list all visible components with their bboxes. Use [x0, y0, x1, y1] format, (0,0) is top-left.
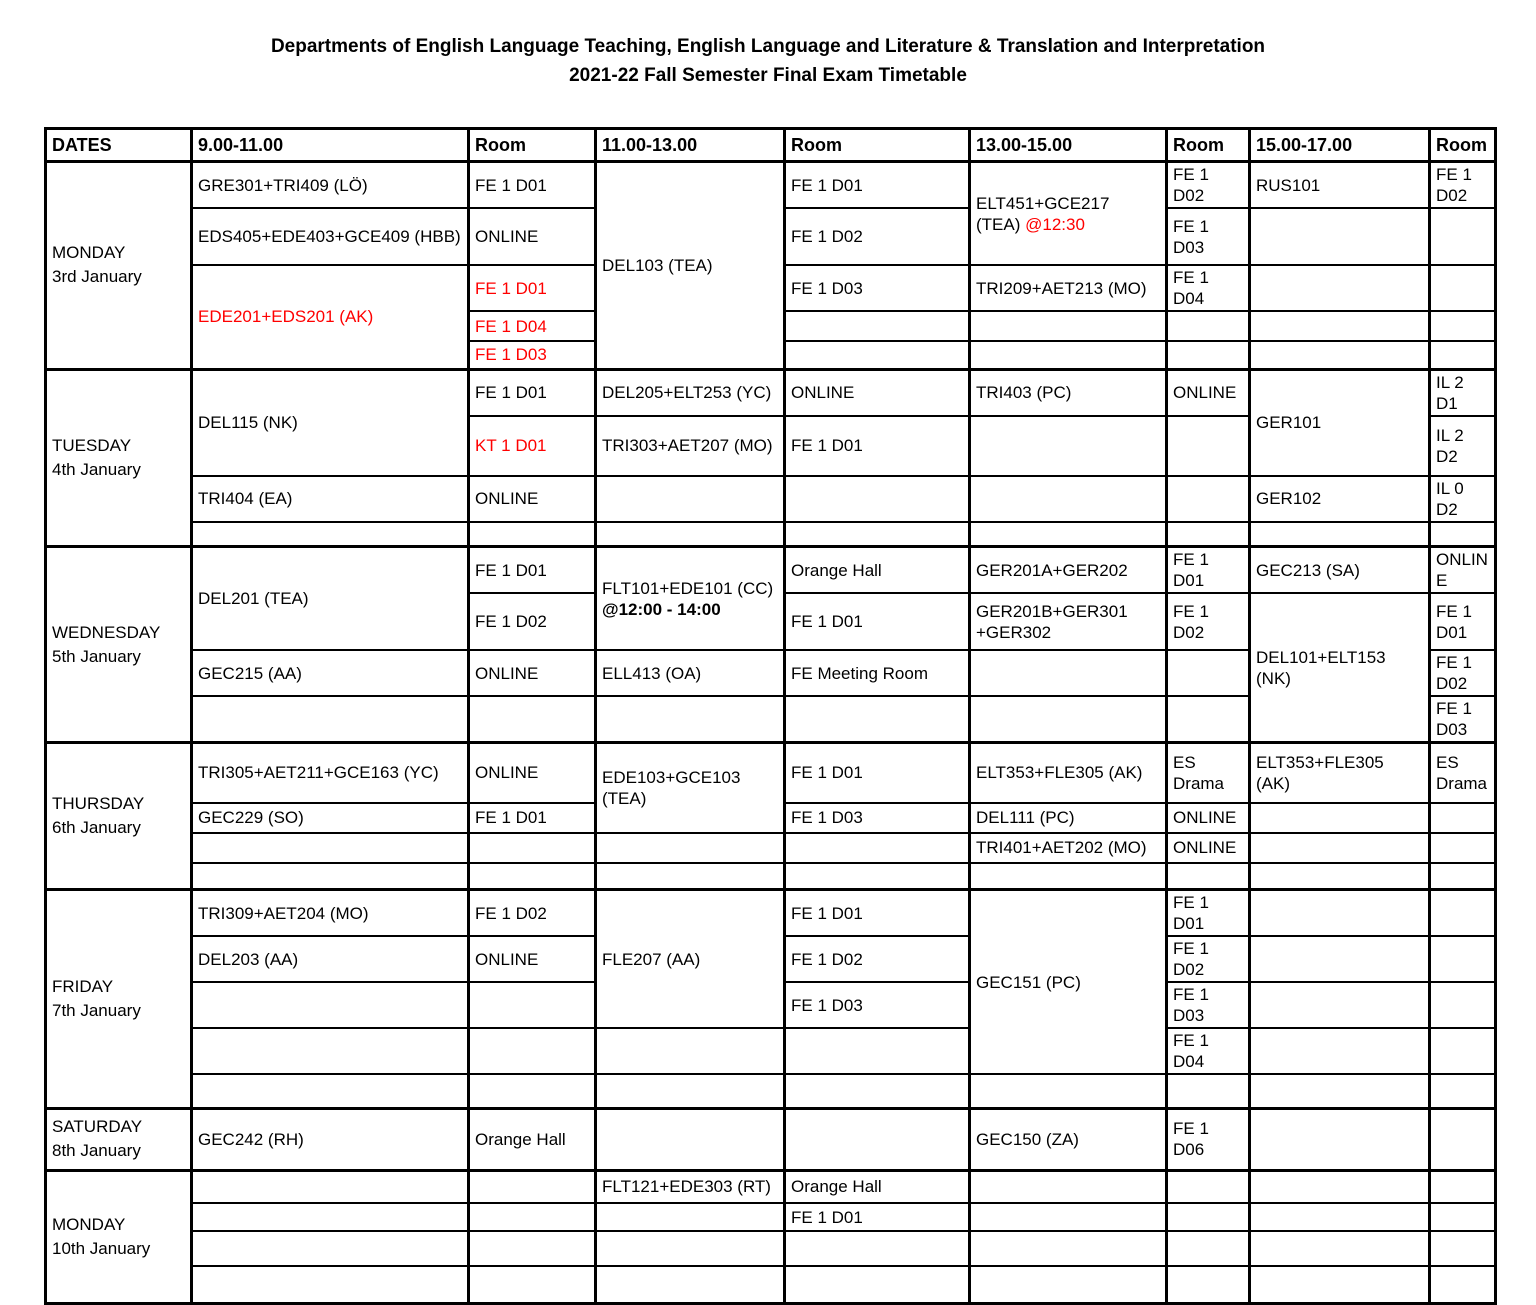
timetable-cell: Orange Hall — [785, 1170, 970, 1203]
cell-text: @12:00 - 14:00 — [602, 599, 721, 619]
cell-text: (TEA) — [976, 214, 1026, 234]
timetable-cell: FE 1 D01 — [469, 803, 596, 833]
timetable-cell: FE 1 D01 — [785, 743, 970, 803]
timetable-body — [46, 162, 1496, 1304]
timetable-cell — [1167, 476, 1250, 522]
day-name: FRIDAY — [52, 976, 114, 996]
cell-text: +GER302 — [976, 622, 1052, 642]
day-cell — [46, 547, 192, 743]
timetable-cell: TRI209+AET213 (MO) — [970, 265, 1167, 311]
timetable-cell — [596, 547, 785, 651]
column-header: 11.00-13.00 — [596, 129, 785, 162]
timetable-cell — [1167, 1203, 1250, 1231]
column-header: 13.00-15.00 — [970, 129, 1167, 162]
day-cell — [46, 162, 192, 370]
timetable-cell — [970, 593, 1167, 650]
timetable-header-row — [46, 129, 1496, 162]
table-row — [46, 743, 1496, 803]
cell-text: Drama — [1436, 773, 1488, 793]
timetable-cell: ONLINE — [785, 369, 970, 416]
timetable-cell — [785, 522, 970, 547]
timetable-cell: GEC213 (SA) — [1250, 547, 1430, 594]
timetable-cell — [469, 833, 596, 863]
timetable-cell — [1430, 341, 1496, 369]
timetable-cell — [192, 1266, 469, 1303]
timetable-cell: ONLINE — [1167, 833, 1250, 863]
timetable-cell — [1167, 696, 1250, 743]
document-subtitle: 2021-22 Fall Semester Final Exam Timetable — [569, 65, 967, 86]
timetable-cell — [785, 1108, 970, 1170]
timetable-cell — [1430, 1028, 1496, 1074]
timetable-cell — [1250, 1203, 1430, 1231]
timetable-cell — [1430, 743, 1496, 803]
timetable-cell — [1430, 522, 1496, 547]
timetable-cell: FE 1 D02 — [1167, 162, 1250, 209]
timetable-cell — [970, 1231, 1167, 1266]
timetable-cell: FE 1 D02 — [1167, 936, 1250, 982]
timetable-cell: TRI403 (PC) — [970, 369, 1167, 416]
timetable-cell — [970, 476, 1167, 522]
timetable-cell — [1250, 803, 1430, 833]
timetable-cell: TRI305+AET211+GCE163 (YC) — [192, 743, 469, 803]
timetable-cell — [596, 1028, 785, 1074]
day-date: 5th January — [52, 646, 141, 666]
timetable-cell — [469, 1074, 596, 1108]
column-header: Room — [469, 129, 596, 162]
timetable-cell — [1250, 1266, 1430, 1303]
timetable-cell: FE 1 D03 — [469, 341, 596, 369]
timetable-cell: FE 1 D06 — [1167, 1108, 1250, 1170]
timetable-cell — [1250, 863, 1430, 890]
timetable-cell: ELL413 (OA) — [596, 650, 785, 696]
timetable-cell — [1430, 833, 1496, 863]
table-row — [46, 369, 1496, 416]
day-cell — [46, 1170, 192, 1303]
timetable-cell: FE 1 D01 — [785, 162, 970, 209]
timetable-cell — [469, 863, 596, 890]
timetable-cell: FE 1 D03 — [785, 803, 970, 833]
timetable-cell — [192, 1074, 469, 1108]
timetable-cell — [192, 522, 469, 547]
cell-text: ELT451+GCE217 — [976, 193, 1110, 213]
timetable-cell — [785, 476, 970, 522]
timetable-cell — [785, 1231, 970, 1266]
table-row — [46, 1028, 1496, 1074]
timetable-cell — [1250, 743, 1430, 803]
timetable-cell: GER102 — [1250, 476, 1430, 522]
timetable-cell: RUS101 — [1250, 162, 1430, 209]
timetable-cell — [1167, 1074, 1250, 1108]
table-row — [46, 833, 1496, 863]
document-title: Departments of English Language Teaching, English Language and Literature & Translation and Interpretation — [270, 36, 1266, 57]
table-row — [46, 162, 1496, 209]
column-header: 15.00-17.00 — [1250, 129, 1430, 162]
timetable-cell — [1250, 522, 1430, 547]
timetable-cell: FLE207 (AA) — [596, 890, 785, 1029]
timetable-cell: FE 1 D01 — [469, 369, 596, 416]
timetable-cell: IL 0 D2 — [1430, 476, 1496, 522]
column-header: Room — [1430, 129, 1496, 162]
timetable-cell — [970, 1203, 1167, 1231]
column-header: Room — [1167, 129, 1250, 162]
timetable-cell — [596, 1108, 785, 1170]
timetable-cell — [970, 311, 1167, 341]
cell-text: (TEA) — [602, 788, 647, 808]
timetable-cell — [1250, 1028, 1430, 1074]
timetable-cell: Orange Hall — [469, 1108, 596, 1170]
day-cell — [46, 369, 192, 547]
timetable-cell: ONLINE — [469, 743, 596, 803]
timetable-cell: FE 1 D01 — [469, 265, 596, 311]
timetable-cell: TRI309+AET204 (MO) — [192, 890, 469, 937]
timetable-cell — [1167, 1266, 1250, 1303]
cell-text: DEL101+ELT153 — [1256, 647, 1386, 667]
timetable-cell — [970, 1170, 1167, 1203]
timetable-cell — [192, 863, 469, 890]
timetable-cell — [1430, 1074, 1496, 1108]
timetable-cell: TRI303+AET207 (MO) — [596, 416, 785, 476]
timetable-cell — [1250, 208, 1430, 265]
column-header: DATES — [46, 129, 192, 162]
timetable-cell — [1167, 1231, 1250, 1266]
timetable-cell — [1167, 863, 1250, 890]
table-row — [46, 1231, 1496, 1266]
timetable-cell — [785, 833, 970, 863]
timetable-cell: IL 2 D2 — [1430, 416, 1496, 476]
day-name: MONDAY — [52, 1214, 126, 1234]
timetable-cell — [1250, 1231, 1430, 1266]
timetable-cell — [596, 522, 785, 547]
timetable-cell: FE 1 D04 — [1167, 265, 1250, 311]
timetable-cell — [469, 982, 596, 1028]
cell-text: (NK) — [1256, 668, 1291, 688]
cell-text: GER201B+GER301 — [976, 601, 1128, 621]
timetable-cell — [469, 1266, 596, 1303]
timetable-cell — [1167, 416, 1250, 476]
cell-text: ES — [1436, 752, 1459, 772]
day-cell — [46, 743, 192, 890]
timetable-cell: ONLINE — [1430, 547, 1496, 594]
timetable-cell: ELT353+FLE305 (AK) — [970, 743, 1167, 803]
timetable-cell: FE 1 D01 — [469, 547, 596, 594]
timetable-cell — [1430, 265, 1496, 311]
timetable-cell — [785, 696, 970, 743]
timetable-cell — [1250, 341, 1430, 369]
timetable-cell — [1167, 311, 1250, 341]
day-name: TUESDAY — [52, 435, 132, 455]
timetable-cell — [970, 416, 1167, 476]
table-row — [46, 547, 1496, 594]
timetable-cell: FE 1 D03 — [785, 982, 970, 1028]
timetable-cell: FE 1 D02 — [469, 890, 596, 937]
column-header: 9.00-11.00 — [192, 129, 469, 162]
table-row — [46, 863, 1496, 890]
header-row — [46, 129, 1496, 162]
timetable-cell: FE 1 D01 — [469, 162, 596, 209]
timetable-cell: ONLINE — [469, 208, 596, 265]
timetable-cell: TRI401+AET202 (MO) — [970, 833, 1167, 863]
timetable-cell: DEL103 (TEA) — [596, 162, 785, 370]
timetable-cell: FE Meeting Room — [785, 650, 970, 696]
day-date: 8th January — [52, 1141, 141, 1160]
timetable-cell — [1250, 593, 1430, 743]
timetable-cell — [970, 1266, 1167, 1303]
column-header: Room — [785, 129, 970, 162]
timetable-cell — [1250, 982, 1430, 1028]
timetable-cell — [596, 743, 785, 833]
timetable-cell — [1167, 1170, 1250, 1203]
timetable-cell — [970, 522, 1167, 547]
timetable-cell — [1250, 1170, 1430, 1203]
timetable-cell: GEC242 (RH) — [192, 1108, 469, 1170]
timetable-cell — [192, 1028, 469, 1074]
timetable-cell: ONLINE — [1167, 369, 1250, 416]
timetable-cell — [192, 982, 469, 1028]
timetable-cell — [596, 476, 785, 522]
timetable-cell — [469, 1203, 596, 1231]
timetable-cell — [1430, 936, 1496, 982]
timetable-cell: FE 1 D02 — [1430, 650, 1496, 696]
timetable-cell — [469, 522, 596, 547]
day-date: 7th January — [52, 1000, 141, 1020]
timetable-cell: GER201A+GER202 — [970, 547, 1167, 594]
highlighted-text: @12:30 — [1025, 214, 1085, 234]
table-row — [46, 1074, 1496, 1108]
cell-text: ELT353+FLE305 — [1256, 752, 1384, 772]
timetable-cell: KT 1 D01 — [469, 416, 596, 476]
day-date: 10th January — [52, 1238, 151, 1258]
timetable-cell: FE 1 D03 — [1167, 208, 1250, 265]
timetable-cell: GRE301+TRI409 (LÖ) — [192, 162, 469, 209]
timetable-cell: FE 1 D03 — [1430, 696, 1496, 743]
table-row — [46, 1266, 1496, 1303]
table-row — [46, 1170, 1496, 1203]
timetable-cell — [596, 1231, 785, 1266]
timetable-cell: GEC229 (SO) — [192, 803, 469, 833]
timetable-cell: ONLINE — [469, 936, 596, 982]
timetable-cell — [1430, 1231, 1496, 1266]
timetable-cell: DEL205+ELT253 (YC) — [596, 369, 785, 416]
timetable-cell: ONLINE — [469, 650, 596, 696]
timetable-cell — [785, 311, 970, 341]
timetable-cell — [970, 696, 1167, 743]
timetable-cell — [1250, 1108, 1430, 1170]
cell-text: FLT101+EDE101 (CC) — [602, 578, 774, 598]
timetable-cell: DEL111 (PC) — [970, 803, 1167, 833]
timetable-cell — [970, 341, 1167, 369]
day-name: WEDNESDAY — [52, 622, 161, 642]
timetable-cell: FE 1 D01 — [1167, 890, 1250, 937]
timetable-cell: FE 1 D01 — [785, 593, 970, 650]
timetable-cell — [596, 696, 785, 743]
timetable-cell: IL 2 D1 — [1430, 369, 1496, 416]
cell-text: (AK) — [1256, 773, 1290, 793]
timetable-cell — [1167, 743, 1250, 803]
timetable-cell — [1430, 311, 1496, 341]
timetable-cell: FE 1 D01 — [785, 1203, 970, 1231]
timetable-cell — [1250, 833, 1430, 863]
timetable-cell — [1430, 863, 1496, 890]
timetable-cell — [785, 1074, 970, 1108]
timetable-cell: FE 1 D01 — [785, 416, 970, 476]
timetable-cell — [785, 1028, 970, 1074]
day-name: THURSDAY — [52, 794, 145, 813]
timetable-cell — [192, 1231, 469, 1266]
table-row — [46, 890, 1496, 937]
timetable-cell: TRI404 (EA) — [192, 476, 469, 522]
timetable-cell — [970, 162, 1167, 266]
timetable-cell: GEC150 (ZA) — [970, 1108, 1167, 1170]
timetable-cell — [469, 1231, 596, 1266]
timetable-cell: DEL203 (AA) — [192, 936, 469, 982]
timetable-cell: ONLINE — [1167, 803, 1250, 833]
table-row — [46, 1203, 1496, 1231]
day-name: SATURDAY — [52, 1117, 143, 1136]
timetable-cell — [1430, 1170, 1496, 1203]
table-row — [46, 522, 1496, 547]
table-row — [46, 476, 1496, 522]
timetable-cell — [192, 1170, 469, 1203]
timetable-cell: FE 1 D02 — [785, 208, 970, 265]
timetable-cell — [1430, 803, 1496, 833]
timetable-cell — [970, 1074, 1167, 1108]
timetable-cell: FE 1 D03 — [1167, 982, 1250, 1028]
exam-timetable — [44, 127, 1497, 1305]
timetable-cell — [1250, 936, 1430, 982]
timetable-cell: FE 1 D01 — [1430, 593, 1496, 650]
timetable-cell: FLT121+EDE303 (RT) — [596, 1170, 785, 1203]
timetable-cell — [1167, 522, 1250, 547]
timetable-cell — [1430, 1266, 1496, 1303]
timetable-cell — [1167, 650, 1250, 696]
timetable-cell — [970, 863, 1167, 890]
timetable-cell: GEC151 (PC) — [970, 890, 1167, 1075]
timetable-cell — [469, 1028, 596, 1074]
timetable-cell — [596, 1266, 785, 1303]
cell-text: ES — [1173, 752, 1196, 772]
timetable-cell — [192, 1203, 469, 1231]
timetable-cell — [1430, 982, 1496, 1028]
timetable-cell: FE 1 D04 — [469, 311, 596, 341]
timetable-cell — [192, 696, 469, 743]
timetable-cell: EDS405+EDE403+GCE409 (HBB) — [192, 208, 469, 265]
timetable-cell: FE 1 D02 — [1430, 162, 1496, 209]
timetable-cell: FE 1 D02 — [785, 936, 970, 982]
timetable-cell — [785, 341, 970, 369]
day-date: 6th January — [52, 818, 141, 837]
cell-text: EDE103+GCE103 — [602, 767, 741, 787]
timetable-cell — [596, 1203, 785, 1231]
timetable-cell: GEC215 (AA) — [192, 650, 469, 696]
timetable-cell — [469, 696, 596, 743]
timetable-cell: FE 1 D01 — [785, 890, 970, 937]
timetable-cell: DEL115 (NK) — [192, 369, 469, 476]
timetable-cell: ONLINE — [469, 476, 596, 522]
timetable-cell — [970, 650, 1167, 696]
timetable-cell: DEL201 (TEA) — [192, 547, 469, 651]
cell-text: Drama — [1173, 773, 1225, 793]
timetable-cell — [1250, 265, 1430, 311]
timetable-cell — [192, 833, 469, 863]
title-block — [0, 32, 1536, 91]
timetable-cell — [469, 1170, 596, 1203]
timetable-cell: Orange Hall — [785, 547, 970, 594]
timetable-cell — [1250, 890, 1430, 937]
day-date: 3rd January — [52, 267, 142, 287]
table-row — [46, 1108, 1496, 1170]
timetable-cell: FE 1 D02 — [469, 593, 596, 650]
day-name: MONDAY — [52, 243, 126, 263]
timetable-cell — [596, 833, 785, 863]
timetable-cell — [1430, 890, 1496, 937]
timetable-cell — [1250, 1074, 1430, 1108]
timetable-cell — [1430, 1108, 1496, 1170]
timetable-cell: FE 1 D03 — [785, 265, 970, 311]
timetable-cell: GER101 — [1250, 369, 1430, 476]
day-date: 4th January — [52, 459, 141, 479]
timetable-cell: FE 1 D04 — [1167, 1028, 1250, 1074]
timetable-cell — [596, 1074, 785, 1108]
timetable-cell — [1430, 1203, 1496, 1231]
timetable-cell: FE 1 D01 — [1167, 547, 1250, 594]
timetable-cell — [785, 863, 970, 890]
day-cell — [46, 890, 192, 1109]
timetable-cell: EDE201+EDS201 (AK) — [192, 265, 469, 369]
timetable-cell — [1430, 208, 1496, 265]
timetable-cell: FE 1 D02 — [1167, 593, 1250, 650]
day-cell — [46, 1108, 192, 1170]
timetable-cell — [1250, 311, 1430, 341]
timetable-cell — [596, 863, 785, 890]
timetable-cell — [785, 1266, 970, 1303]
timetable-cell — [1167, 341, 1250, 369]
